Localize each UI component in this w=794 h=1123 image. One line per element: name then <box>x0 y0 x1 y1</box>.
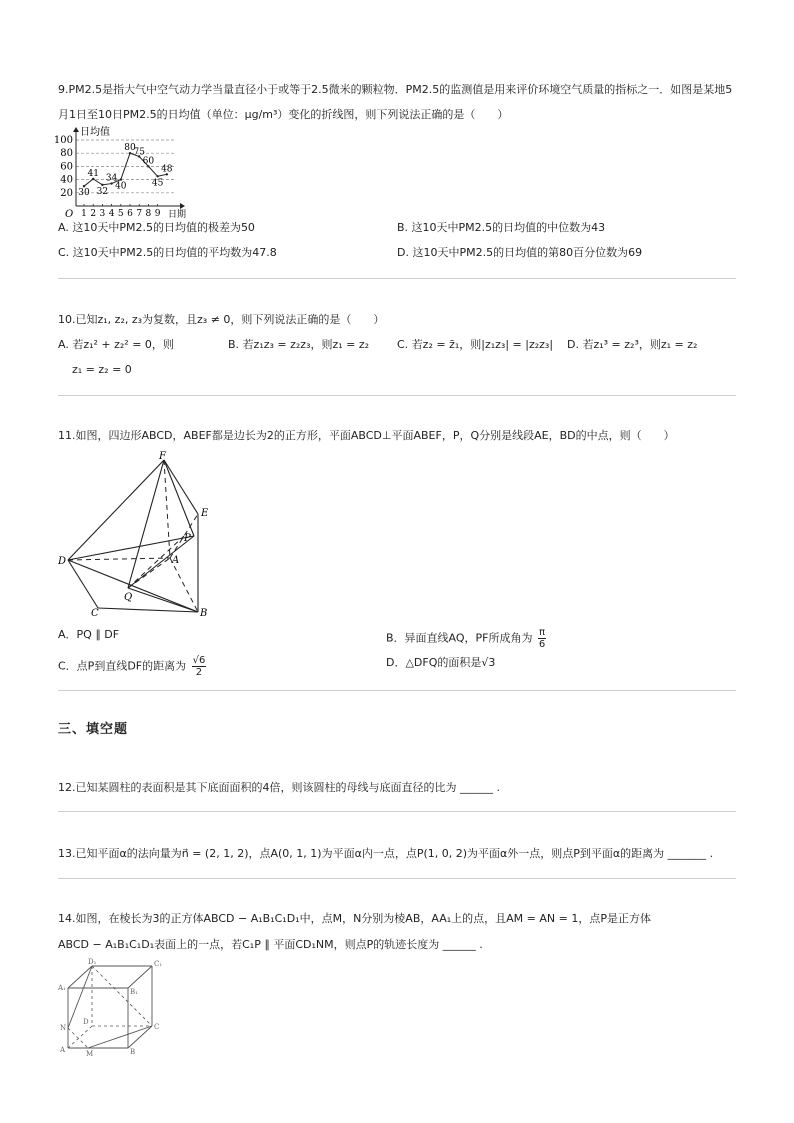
divider <box>58 395 736 396</box>
x-tick-label: 4 <box>108 209 115 219</box>
divider <box>58 811 736 812</box>
q9-stem-line2: 月1日至10日PM2.5的日均值（单位：μg/m³）变化的折线图，则下列说法正确的是（ ） <box>58 108 509 121</box>
label-d1: D₁ <box>88 958 97 966</box>
data-labels <box>78 143 173 198</box>
x-tick-label: 7 <box>136 209 143 219</box>
q11-option-a[interactable]: A．PQ ∥ DF <box>58 628 120 641</box>
x-axis-label: 日期 <box>168 210 187 220</box>
label-c: C <box>154 1023 160 1031</box>
data-label: 75 <box>133 147 145 158</box>
q10-option-c[interactable]: C. 若z₂ = z̄₁，则|z₁z₃| = |z₂z₃| <box>397 338 554 351</box>
label-q: Q <box>124 592 133 603</box>
origin-label: O <box>65 209 74 220</box>
label-e: E <box>201 508 209 519</box>
q11-option-c-text: C．点P到直线DF的距离为 <box>58 659 187 673</box>
q12-text: 12.已知某圆柱的表面积是其下底面面积的4倍，则该圆柱的母线与底面直径的比为 ______ . <box>58 781 500 794</box>
label-n: N <box>60 1024 67 1032</box>
y-tick-label: 20 <box>60 187 73 199</box>
label-f: F <box>159 451 166 462</box>
q10-stem: 10.已知z₁, z₂, z₃为复数，且z₃ ≠ 0，则下列说法正确的是（ ） <box>58 313 385 326</box>
data-point <box>120 178 122 180</box>
q10-option-b[interactable]: B. 若z₁z₃ = z₂z₃，则z₁ = z₂ <box>228 338 370 351</box>
data-label: 30 <box>78 188 90 199</box>
q11-stem: 11.如图，四边形ABCD，ABEF都是边长为2的正方形，平面ABCD⊥平面ABEF，P，Q分别是线段AE，BD的中点，则（ ） <box>58 429 675 442</box>
x-tick-label: 8 <box>145 209 152 219</box>
label-m: M <box>86 1050 94 1058</box>
y-tick-label: 40 <box>60 174 73 186</box>
data-point <box>83 185 85 187</box>
x-tick-label: 3 <box>99 209 106 219</box>
q9-option-c[interactable]: C. 这10天中PM2.5的日均值的平均数为47.8 <box>58 246 277 259</box>
y-tick-labels <box>54 135 73 199</box>
x-tick-label: 2 <box>90 209 97 219</box>
fraction-numerator: π <box>539 627 546 638</box>
q9-option-a[interactable]: A. 这10天中PM2.5的日均值的极差为50 <box>58 221 255 234</box>
q11-option-d[interactable]: D．△DFQ的面积是√3 <box>386 656 496 669</box>
label-a: A <box>172 555 180 566</box>
fraction-denominator: 6 <box>538 639 546 650</box>
label-b: B <box>130 1048 136 1056</box>
data-point <box>101 184 103 186</box>
x-tick-label: 6 <box>127 209 133 219</box>
data-label: 48 <box>161 164 173 175</box>
x-tick-label: 9 <box>154 209 161 219</box>
data-label: 60 <box>142 156 155 167</box>
q9-stem-line1: 9.PM2.5是指大气中空气动力学当量直径小于或等于2.5微米的颗粒物．PM2.5的监测值是用来评价环境空气质量的指标之一．如图是某地5 <box>58 83 733 96</box>
data-label: 40 <box>115 181 127 192</box>
data-label: 80 <box>124 143 136 154</box>
data-label: 41 <box>87 168 99 179</box>
fraction-sqrt6-over-2 <box>192 655 207 678</box>
q9-option-b[interactable]: B. 这10天中PM2.5的日均值的中位数为43 <box>397 221 606 234</box>
fraction-numerator: √6 <box>192 655 206 666</box>
q10-option-d[interactable]: D. 若z₁³ = z₂³，则z₁ = z₂ <box>567 338 698 351</box>
fraction-denominator: 2 <box>195 667 203 678</box>
x-axis-arrow <box>180 203 185 209</box>
label-a: A <box>60 1046 66 1054</box>
divider <box>58 690 736 691</box>
label-a1: A₁ <box>58 984 66 992</box>
y-tick-label: 80 <box>60 148 73 160</box>
pm25-line-chart <box>53 126 187 220</box>
label-b: B <box>200 608 208 619</box>
q11-option-b-text: B．异面直线AQ，PF所成角为 <box>386 631 533 645</box>
label-d: D <box>83 1018 89 1026</box>
q13-text: 13.已知平面α的法向量为n⃗ = (2, 1, 2)，点A(0, 1, 1)为平面α内一点，点P(1, 0, 2)为平面α外一点，则点P到平面α的距离为 _______ . <box>58 847 714 860</box>
data-label: 32 <box>96 186 109 197</box>
label-d: D <box>58 556 67 567</box>
fraction-pi-over-6 <box>538 627 546 650</box>
q11-option-c[interactable] <box>58 655 206 678</box>
divider <box>58 278 736 279</box>
q11-pyramid-figure <box>58 448 218 618</box>
y-axis-label: 日均值 <box>80 127 110 138</box>
data-label: 34 <box>105 173 118 184</box>
q14-cube-figure <box>58 956 168 1058</box>
y-tick-label: 100 <box>53 135 73 146</box>
divider <box>58 878 736 879</box>
data-point <box>156 175 158 177</box>
label-b1: B₁ <box>130 988 138 996</box>
x-tick-label: 1 <box>81 209 87 219</box>
q10-option-a[interactable]: A. 若z₁² + z₂² = 0，则 <box>58 338 174 351</box>
q9-option-d[interactable]: D. 这10天中PM2.5的日均值的第80百分位数为69 <box>397 246 643 259</box>
label-p: P <box>184 533 191 544</box>
section-title: 三、填空题 <box>58 722 129 737</box>
x-tick-label: 5 <box>117 209 124 219</box>
q10-option-a-continued: z₁ = z₂ = 0 <box>72 363 132 376</box>
label-c1: C₁ <box>154 960 163 968</box>
q11-option-b[interactable] <box>386 627 546 650</box>
y-axis-arrow <box>73 127 79 132</box>
q14-stem-line2: ABCD − A₁B₁C₁D₁表面上的一点，若C₁P ∥ 平面CD₁NM，则点P的轨迹长度为 ______ . <box>58 938 483 951</box>
y-tick-label: 60 <box>60 161 73 173</box>
data-label: 45 <box>151 178 164 189</box>
q14-stem-line1: 14.如图，在棱长为3的正方体ABCD − A₁B₁C₁D₁中，点M，N分别为棱AB，AA₁上的点，且AM = AN = 1，点P是正方体 <box>58 912 651 925</box>
label-c: C <box>91 608 99 619</box>
